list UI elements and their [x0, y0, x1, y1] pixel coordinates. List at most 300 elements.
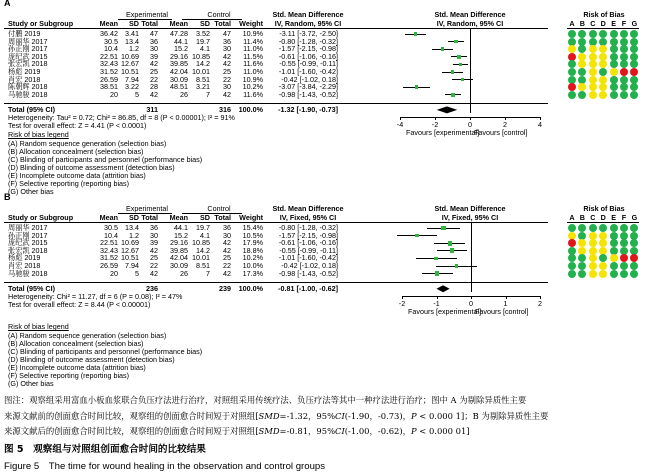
figure-title-en: Figure 5 The time for wound healing in the observation and control groups	[4, 461, 326, 472]
effect-square	[457, 55, 461, 59]
rob-letter-d: D	[600, 213, 606, 222]
study-name: 肖宏 2018	[8, 74, 41, 84]
rob-dot	[599, 239, 607, 247]
total-control: 36	[223, 36, 231, 46]
rob-dot	[568, 30, 576, 38]
header-weight: Weight	[239, 213, 263, 222]
caption-line-2	[4, 409, 668, 425]
caption-text: 来源文献前的创面愈合时间比较，观察组的创面愈合时间短于对照组[	[4, 410, 259, 421]
header-smd: Std. Mean Difference	[272, 10, 344, 19]
rob-dot	[589, 270, 597, 278]
rob-dot	[610, 262, 618, 270]
axis-tick-label: 0	[468, 120, 472, 130]
study-name: 张宏凯 2018	[8, 245, 48, 255]
sd-experimental: 10.69	[121, 51, 139, 61]
total-control: 42	[223, 59, 231, 69]
rob-dot	[578, 262, 586, 270]
mean-control: 39.85	[170, 59, 188, 69]
rob-dot	[610, 91, 618, 99]
axis-tick-label: -4	[396, 120, 404, 130]
sd-control: 14.2	[196, 245, 210, 255]
sd-control: 19.7	[196, 223, 210, 232]
rob-dot	[578, 270, 586, 278]
caption-ci: CI	[335, 410, 345, 421]
rob-letter-f: F	[621, 19, 627, 28]
total-experimental: 36	[150, 223, 158, 232]
effect-square	[461, 78, 465, 82]
mean-experimental: 26.59	[100, 74, 118, 84]
rob-dot	[568, 68, 576, 76]
rob-dot	[568, 239, 576, 247]
rob-dot	[599, 83, 607, 91]
study-weight: 17.3%	[242, 268, 263, 278]
mean-experimental: 31.52	[100, 67, 118, 76]
sd-experimental: 7.94	[125, 74, 139, 84]
rob-legend-title: Risk of bias legend	[8, 322, 69, 331]
header-risk-of-bias: Risk of Bias	[583, 10, 625, 19]
rob-dot	[599, 262, 607, 270]
total-experimental: 30	[150, 44, 158, 54]
sd-control: 8.51	[196, 261, 210, 270]
effect-square	[435, 271, 440, 276]
total-experimental: 39	[150, 238, 158, 248]
study-weight: 10.9%	[242, 74, 263, 84]
heterogeneity-stat: Heterogeneity: Tau² = 0.72; Chi² = 86.85, df = 8 (P < 0.00001); I² = 91%	[8, 113, 235, 123]
effect-square	[441, 47, 445, 51]
mean-experimental: 30.5	[104, 36, 118, 46]
total-experimental: 47	[150, 29, 158, 38]
caption-text: < 0.000 01]	[416, 426, 470, 436]
effect-square	[414, 32, 418, 36]
total-control: 30	[223, 230, 231, 240]
rob-dot	[630, 45, 638, 53]
study-name: 庞纪武 2015	[8, 51, 48, 61]
header-total-c: Total	[214, 19, 231, 28]
study-name: 张宏凯 2018	[8, 59, 48, 69]
figure-caption-note	[4, 393, 668, 440]
rob-dot	[620, 68, 628, 76]
study-smd-ci: -0.80 [-1.28, -0.32]	[278, 36, 338, 46]
total-experimental: 25	[150, 253, 158, 263]
rob-dot	[630, 270, 638, 278]
rob-letter-f: F	[621, 213, 627, 222]
rob-dot	[589, 239, 597, 247]
rob-dot	[630, 262, 638, 270]
effect-square	[459, 63, 463, 67]
rob-dot	[599, 91, 607, 99]
mean-experimental: 22.51	[100, 238, 118, 248]
caption-text: 来源文献后的创面愈合时间比较，观察组的创面愈合时间短于对照组[	[4, 426, 259, 436]
total-control: 42	[223, 51, 231, 61]
header-rule	[4, 222, 548, 223]
study-weight: 10.0%	[242, 261, 263, 270]
rob-letter-e: E	[611, 19, 616, 28]
caption-smd: SMD	[258, 426, 280, 436]
study-name: 杨彪 2019	[8, 67, 41, 76]
rob-letter-g: G	[631, 213, 638, 222]
total-experimental: 42	[150, 245, 158, 255]
favours-control: Favours [control]	[474, 128, 528, 138]
effect-square	[415, 234, 419, 238]
total-rule	[4, 282, 548, 283]
rob-dot	[599, 30, 607, 38]
rob-dot	[578, 83, 586, 91]
rob-dot	[620, 45, 628, 53]
study-smd-ci: -0.98 [-1.43, -0.52]	[278, 89, 338, 99]
total-control: 22	[223, 74, 231, 84]
mean-experimental: 10.4	[104, 44, 118, 54]
rob-dot	[589, 262, 597, 270]
header-risk-of-bias: Risk of Bias	[583, 204, 625, 213]
sd-control: 7	[206, 268, 210, 278]
study-weight: 11.6%	[243, 89, 263, 99]
total-weight: 100.0%	[238, 284, 263, 294]
heterogeneity-stat: Heterogeneity: Chi² = 11.27, df = 6 (P = 0.08); I² = 47%	[8, 292, 183, 302]
caption-text: (-1.90，-0.73)，	[344, 410, 411, 421]
study-weight: 17.9%	[242, 238, 263, 248]
total-control: 36	[223, 223, 231, 232]
rob-dot	[568, 45, 576, 53]
mean-control: 44.1	[174, 36, 188, 46]
rob-legend-item: (G) Other bias	[8, 379, 54, 389]
study-name: 周丽华 2017	[8, 36, 48, 46]
header-study: Study or Subgroup	[8, 213, 74, 222]
header-sd-e: SD	[129, 19, 139, 28]
rob-dot	[620, 270, 628, 278]
total-control: 25	[223, 253, 231, 263]
study-weight: 11.6%	[243, 59, 263, 69]
header-mean-c: Mean	[169, 213, 188, 222]
study-weight: 10.2%	[242, 82, 263, 92]
study-smd-ci: -0.98 [-1.43, -0.52]	[278, 268, 338, 278]
header-smd: Std. Mean Difference	[272, 204, 344, 213]
rob-letter-c: C	[590, 213, 596, 222]
zero-line	[470, 29, 471, 113]
mean-experimental: 38.51	[100, 82, 118, 92]
header-weight: Weight	[239, 19, 263, 28]
sd-control: 8.51	[196, 74, 210, 84]
rob-dot	[630, 239, 638, 247]
sd-control: 4.1	[200, 230, 210, 240]
rob-dot	[630, 83, 638, 91]
header-study: Study or Subgroup	[8, 19, 74, 28]
sd-experimental: 7.94	[125, 261, 139, 270]
rob-dot	[599, 68, 607, 76]
mean-experimental: 20	[110, 268, 118, 278]
mean-experimental: 32.43	[100, 245, 118, 255]
rob-letter-c: C	[590, 19, 596, 28]
favours-experimental: Favours [experimental]	[408, 307, 482, 317]
sd-experimental: 13.4	[125, 223, 139, 232]
study-smd-ci: -0.80 [-1.28, -0.32]	[278, 223, 338, 232]
effect-square	[454, 40, 458, 44]
total-control: 42	[223, 268, 231, 278]
study-weight: 11.5%	[243, 51, 263, 61]
caption-smd: SMD	[258, 410, 280, 421]
header-sd-c: SD	[200, 213, 210, 222]
header-plot-method: IV, Random, 95% CI	[436, 19, 504, 28]
caption-text: (-1.00，-0.62)，	[344, 426, 411, 436]
overall-effect-test: Test for overall effect: Z = 8.44 (P < 0.00001)	[8, 299, 151, 309]
mean-experimental: 22.51	[100, 51, 118, 61]
caption-text: < 0.000 1]；B 为剔除异质性主要	[416, 410, 549, 421]
total-experimental: 42	[150, 59, 158, 69]
rob-dot	[610, 224, 618, 232]
study-weight: 10.5%	[242, 230, 263, 240]
mean-control: 29.16	[170, 238, 188, 248]
rob-dot	[630, 91, 638, 99]
header-mean-c: Mean	[169, 19, 188, 28]
effect-square	[450, 248, 455, 253]
total-experimental: 36	[150, 36, 158, 46]
total-control: 47	[223, 29, 231, 38]
header-smd-method: IV, Random, 95% CI	[274, 19, 342, 28]
header-smd-method: IV, Fixed, 95% CI	[279, 213, 337, 222]
study-smd-ci: -3.11 [-3.72, -2.50]	[279, 29, 338, 38]
effect-square	[451, 93, 455, 97]
study-name: 陈朝辉 2018	[8, 82, 48, 92]
axis-tick-label: -2	[431, 120, 439, 130]
rob-dot	[568, 262, 576, 270]
effect-square	[455, 264, 458, 267]
header-control: Control	[207, 10, 231, 19]
sd-control: 10.01	[192, 253, 210, 263]
header-control: Control	[207, 204, 231, 213]
rob-dot	[610, 270, 618, 278]
rob-legend-item: (G) Other bias	[8, 187, 54, 197]
axis-tick-label: 2	[538, 299, 542, 309]
rob-dot	[630, 224, 638, 232]
study-smd-ci: -0.42 [-1.02, 0.18]	[281, 74, 338, 84]
rob-legend-item: (E) Incomplete outcome data (attrition bias)	[8, 363, 146, 372]
rob-letter-a: A	[569, 213, 575, 222]
sd-experimental: 1.2	[129, 44, 139, 54]
header-mean-e: Mean	[99, 19, 118, 28]
total-control: 30	[223, 44, 231, 54]
favours-control: Favours [control]	[475, 307, 529, 317]
total-experimental: 28	[150, 82, 158, 92]
header-rule	[4, 28, 548, 29]
total-smd-ci: -0.81 [-1.00, -0.62]	[278, 284, 338, 294]
rob-dot	[620, 262, 628, 270]
rob-letter-g: G	[631, 19, 638, 28]
study-weight: 11.4%	[243, 36, 263, 46]
effect-square	[434, 257, 438, 261]
header-experimental: Experimental	[126, 204, 168, 213]
caption-text: 图注：观察组采用富血小板血浆联合负压疗法进行治疗，对照组采用传统疗法、负压疗法等其中一种疗法进行治疗；图中 A 为剔除异质性主要	[4, 395, 527, 405]
panel-label: A	[4, 0, 11, 8]
total-control: 30	[223, 82, 231, 92]
total-weight: 100.0%	[238, 105, 263, 115]
rob-header-rule	[567, 28, 639, 29]
study-name: 庞纪武 2015	[8, 238, 48, 248]
rob-dot	[620, 91, 628, 99]
sd-control: 19.7	[196, 36, 210, 46]
mean-control: 42.04	[170, 253, 188, 263]
study-weight: 10.9%	[242, 29, 263, 38]
axis-tick-label: 2	[503, 120, 507, 130]
rob-letter-e: E	[611, 213, 616, 222]
total-n-control: 239	[219, 284, 231, 294]
axis-tick-label: 0	[469, 299, 473, 309]
total-experimental: 42	[150, 268, 158, 278]
rob-letter-b: B	[579, 19, 585, 28]
mean-control: 29.16	[170, 51, 188, 61]
total-experimental: 39	[150, 51, 158, 61]
pooled-diamond-shape	[437, 106, 457, 113]
mean-experimental: 10.4	[104, 230, 118, 240]
total-n-experimental: 311	[146, 105, 158, 115]
mean-experimental: 30.5	[104, 223, 118, 232]
mean-control: 39.85	[170, 245, 188, 255]
header-plot: Std. Mean Difference	[434, 204, 506, 213]
overall-effect-test: Test for overall effect: Z = 4.41 (P < 0.0001)	[8, 120, 147, 130]
mean-control: 15.2	[174, 44, 188, 54]
study-name: 杨彪 2019	[8, 253, 41, 263]
total-control: 42	[223, 89, 231, 99]
rob-dot	[620, 83, 628, 91]
study-name: 马驰骏 2018	[8, 268, 48, 278]
caption-p: P	[411, 426, 417, 436]
mean-control: 26	[180, 89, 188, 99]
sd-experimental: 13.4	[125, 36, 139, 46]
rob-dot	[568, 270, 576, 278]
rob-letter-b: B	[579, 213, 585, 222]
rob-dot	[620, 30, 628, 38]
sd-experimental: 10.69	[121, 238, 139, 248]
total-rule	[4, 103, 548, 104]
header-sd-e: SD	[129, 213, 139, 222]
study-smd-ci: -0.55 [-0.99, -0.11]	[279, 245, 338, 255]
rob-dot	[589, 91, 597, 99]
caption-ci: CI	[335, 426, 345, 436]
rob-header-rule	[567, 222, 639, 223]
axis-tick-label: 1	[503, 299, 508, 309]
total-experimental: 30	[150, 230, 158, 240]
sd-control: 10.85	[192, 238, 210, 248]
rob-legend-item: (E) Incomplete outcome data (attrition bias)	[8, 171, 146, 180]
sd-control: 4.1	[200, 44, 210, 54]
total-control: 22	[223, 261, 231, 270]
header-sd-c: SD	[200, 19, 210, 28]
rob-dot	[568, 91, 576, 99]
total-control: 25	[223, 67, 231, 76]
pooled-diamond-shape	[437, 285, 450, 292]
rob-legend-item: (F) Selective reporting (reporting bias)	[8, 371, 130, 381]
rob-legend-item: (C) Blinding of participants and personnel (performance bias)	[8, 154, 203, 164]
rob-dot	[599, 45, 607, 53]
figure-title-cn: 图 5 观察组与对照组创面愈合时间的比较结果	[4, 444, 206, 455]
sd-experimental: 3.22	[125, 82, 139, 92]
mean-experimental: 26.59	[100, 261, 118, 270]
sd-experimental: 5	[135, 89, 139, 99]
rob-legend-item: (C) Blinding of participants and personnel (performance bias)	[8, 346, 203, 356]
sd-control: 3.21	[196, 82, 210, 92]
mean-experimental: 32.43	[100, 59, 118, 69]
rob-dot	[620, 224, 628, 232]
pooled-diamond	[0, 0, 1, 1]
effect-square	[441, 226, 445, 230]
total-experimental: 22	[150, 261, 158, 270]
header-experimental: Experimental	[126, 10, 168, 19]
caption-line-3	[4, 424, 668, 440]
sd-experimental: 10.51	[121, 253, 139, 263]
favours-experimental: Favours [experimental]	[406, 128, 480, 138]
study-smd-ci: -0.61 [-1.06, -0.16]	[278, 238, 338, 248]
study-smd-ci: -3.07 [-3.84, -2.29]	[278, 82, 338, 92]
mean-control: 42.04	[170, 67, 188, 76]
sd-control: 7	[206, 89, 210, 99]
study-smd-ci: -0.61 [-1.06, -0.16]	[278, 51, 338, 61]
rob-dot	[630, 68, 638, 76]
rob-dot	[610, 239, 618, 247]
study-smd-ci: -1.57 [-2.15, -0.98]	[278, 44, 338, 54]
rob-dot	[578, 91, 586, 99]
effect-square	[451, 70, 455, 74]
sd-experimental: 12.67	[121, 245, 139, 255]
study-name: 付鹏 2019	[8, 29, 41, 38]
rob-letter-a: A	[569, 19, 575, 28]
sd-experimental: 12.67	[121, 59, 139, 69]
study-weight: 11.0%	[243, 44, 263, 54]
sd-experimental: 5	[135, 268, 139, 278]
rob-dot	[589, 45, 597, 53]
total-smd-ci: -1.32 [-1.90, -0.73]	[278, 105, 338, 115]
rob-dot	[578, 224, 586, 232]
sd-control: 10.85	[192, 51, 210, 61]
caption-p: P	[411, 410, 417, 421]
header-plot-method: IV, Fixed, 95% CI	[441, 213, 499, 222]
rob-dot	[568, 83, 576, 91]
rob-dot	[589, 83, 597, 91]
rob-dot	[610, 30, 618, 38]
study-weight: 18.8%	[242, 245, 263, 255]
rob-legend-title: Risk of bias legend	[8, 130, 69, 139]
axis-tick-label: -1	[433, 299, 440, 309]
total-experimental: 22	[150, 74, 158, 84]
rob-legend-item: (F) Selective reporting (reporting bias)	[8, 179, 130, 189]
caption-text: =-0.81，95%	[279, 426, 336, 436]
header-total-c: Total	[214, 213, 231, 222]
caption-text: =-1.32，95%	[279, 410, 336, 421]
study-smd-ci: -1.01 [-1.60, -0.42]	[278, 67, 338, 76]
rob-dot	[599, 224, 607, 232]
study-smd-ci: -0.42 [-1.02, 0.18]	[281, 261, 338, 270]
mean-control: 44.1	[174, 223, 188, 232]
sd-experimental: 10.51	[121, 67, 139, 76]
header-total-e: Total	[141, 19, 158, 28]
rob-dot	[610, 68, 618, 76]
effect-square	[415, 85, 419, 89]
rob-dot	[578, 239, 586, 247]
axis-tick-label: 4	[538, 120, 542, 130]
caption-line-1	[4, 393, 668, 409]
rob-legend-item: (D) Blinding of outcome assessment (detection bias)	[8, 354, 175, 364]
mean-control: 30.09	[170, 74, 188, 84]
total-n-experimental: 236	[146, 284, 158, 294]
sd-control: 3.52	[196, 29, 210, 38]
rob-dot	[620, 239, 628, 247]
header-plot: Std. Mean Difference	[434, 10, 506, 19]
rob-legend-item: (A) Random sequence generation (selection bias)	[8, 330, 167, 340]
header-mean-e: Mean	[99, 213, 118, 222]
total-experimental: 42	[150, 89, 158, 99]
mean-experimental: 36.42	[100, 29, 118, 38]
panel-label: B	[4, 192, 11, 202]
rob-dot	[589, 68, 597, 76]
rob-dot	[568, 224, 576, 232]
rob-dot	[578, 45, 586, 53]
